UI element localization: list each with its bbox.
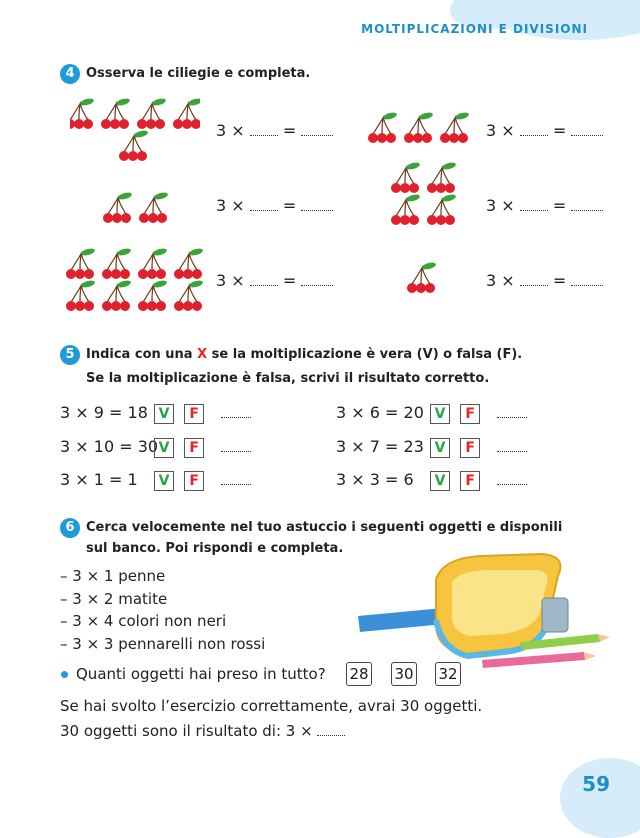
equation-row-4 bbox=[486, 196, 603, 215]
exercise-4-instruction: Osserva le ciliegie e completa. bbox=[86, 66, 311, 81]
answer-blank[interactable] bbox=[301, 285, 333, 286]
instruction-text: Indica con una bbox=[86, 347, 193, 362]
page-number: 59 bbox=[582, 772, 610, 796]
cherry-bunch-icon bbox=[119, 129, 149, 161]
equation-row-1 bbox=[216, 121, 333, 140]
cherry-bunch-icon bbox=[407, 261, 437, 293]
cherry-bunch-icon bbox=[66, 279, 96, 311]
cherry-bunch-icon bbox=[102, 247, 132, 279]
false-checkbox[interactable]: F bbox=[460, 404, 480, 424]
true-checkbox[interactable]: V bbox=[430, 471, 450, 491]
answer-blank[interactable] bbox=[317, 735, 345, 736]
cherry-bunch-icon bbox=[101, 97, 131, 129]
true-checkbox[interactable]: V bbox=[430, 404, 450, 424]
equation-row-6 bbox=[486, 271, 603, 290]
equals-sign: = bbox=[282, 196, 297, 215]
equation-prefix: 3 × bbox=[486, 121, 515, 140]
true-checkbox[interactable]: V bbox=[154, 438, 174, 458]
correction-blank[interactable] bbox=[221, 417, 251, 418]
cherry-bunch-icon bbox=[404, 111, 434, 143]
false-checkbox[interactable]: F bbox=[184, 438, 204, 458]
equals-sign: = bbox=[282, 271, 297, 290]
cherry-bunch-icon bbox=[138, 279, 168, 311]
cherry-bunch-icon bbox=[138, 247, 168, 279]
equation-prefix: 3 × bbox=[486, 196, 515, 215]
list-item: – 3 × 4 colori non neri bbox=[60, 612, 227, 630]
cherry-bunch-icon bbox=[440, 111, 470, 143]
page-header-title: MOLTIPLICAZIONI E DIVISIONI bbox=[361, 22, 588, 36]
true-false-item-3 bbox=[60, 437, 251, 458]
question-bullet bbox=[61, 671, 68, 678]
exercise-6-instruction-line-2: sul banco. Poi rispondi e completa. bbox=[86, 541, 344, 556]
answer-blank[interactable] bbox=[571, 285, 603, 286]
conclusion-text-line-2 bbox=[60, 722, 345, 740]
cherry-bunch-icon bbox=[427, 193, 457, 225]
exercise-6-number: 6 bbox=[60, 518, 80, 538]
cherry-bunch-icon bbox=[368, 111, 398, 143]
equals-sign: = bbox=[552, 196, 567, 215]
answer-blank[interactable] bbox=[301, 210, 333, 211]
equals-sign: = bbox=[282, 121, 297, 140]
true-checkbox[interactable]: V bbox=[154, 404, 174, 424]
correction-blank[interactable] bbox=[497, 417, 527, 418]
equation-row-2 bbox=[486, 121, 603, 140]
correction-blank[interactable] bbox=[497, 451, 527, 452]
true-checkbox[interactable]: V bbox=[154, 471, 174, 491]
equation-row-5 bbox=[216, 271, 333, 290]
exercise-5-instruction-line-2: Se la moltiplicazione è falsa, scrivi il risultato corretto. bbox=[86, 371, 490, 386]
cherry-bunch-icon bbox=[391, 193, 421, 225]
cherry-bunch-icon bbox=[174, 247, 204, 279]
question-text: Quanti oggetti hai preso in tutto? bbox=[76, 665, 326, 683]
answer-blank[interactable] bbox=[571, 210, 603, 211]
exercise-6-instruction: Cerca velocemente nel tuo astuccio i seguenti oggetti e disponili bbox=[86, 520, 563, 535]
correction-blank[interactable] bbox=[221, 451, 251, 452]
answer-blank[interactable] bbox=[250, 285, 278, 286]
exercise-5-instruction bbox=[86, 347, 522, 362]
answer-blank[interactable] bbox=[520, 285, 548, 286]
multiplication-expression: 3 × 6 = 20 bbox=[336, 403, 424, 422]
cherry-group-5 bbox=[56, 246, 216, 316]
multiplication-expression: 3 × 7 = 23 bbox=[336, 437, 424, 456]
equation-prefix: 3 × bbox=[216, 121, 245, 140]
multiplication-expression: 3 × 9 = 18 bbox=[60, 403, 148, 422]
correction-blank[interactable] bbox=[497, 484, 527, 485]
cherry-group-2 bbox=[360, 106, 480, 146]
exercise-4-number: 4 bbox=[60, 64, 80, 84]
true-checkbox[interactable]: V bbox=[430, 438, 450, 458]
true-false-item-4 bbox=[336, 437, 527, 458]
cherry-bunch-icon bbox=[70, 97, 95, 129]
cherry-bunch-icon bbox=[102, 279, 132, 311]
equation-row-3 bbox=[216, 196, 333, 215]
cherry-group-6 bbox=[398, 256, 448, 296]
answer-option-28[interactable]: 28 bbox=[346, 662, 372, 686]
equals-sign: = bbox=[552, 121, 567, 140]
cherry-bunch-icon bbox=[103, 191, 133, 223]
page-number-cloud-decoration bbox=[560, 758, 640, 838]
list-item: – 3 × 2 matite bbox=[60, 590, 168, 608]
true-false-item-5 bbox=[60, 470, 251, 491]
conclusion-prefix: 30 oggetti sono il risultato di: 3 × bbox=[60, 722, 313, 740]
answer-blank[interactable] bbox=[301, 135, 333, 136]
multiplication-expression: 3 × 1 = 1 bbox=[60, 470, 138, 489]
true-false-item-1 bbox=[60, 403, 251, 424]
answer-blank[interactable] bbox=[520, 135, 548, 136]
true-false-item-6 bbox=[336, 470, 527, 491]
false-checkbox[interactable]: F bbox=[460, 438, 480, 458]
cherry-bunch-icon bbox=[174, 279, 204, 311]
cherry-group-3 bbox=[92, 186, 182, 226]
answer-blank[interactable] bbox=[571, 135, 603, 136]
answer-option-32[interactable]: 32 bbox=[435, 662, 461, 686]
cherry-bunch-icon bbox=[66, 247, 96, 279]
answer-blank[interactable] bbox=[250, 135, 278, 136]
conclusion-text: Se hai svolto l’esercizio correttamente, avrai 30 oggetti. bbox=[60, 697, 483, 715]
equation-prefix: 3 × bbox=[486, 271, 515, 290]
false-checkbox[interactable]: F bbox=[184, 404, 204, 424]
equation-prefix: 3 × bbox=[216, 271, 245, 290]
cherry-bunch-icon bbox=[137, 97, 167, 129]
cherry-bunch-icon bbox=[391, 161, 421, 193]
list-item: – 3 × 1 penne bbox=[60, 567, 166, 585]
cherry-group-4 bbox=[380, 160, 470, 230]
instruction-text: se la moltiplicazione è vera (V) o falsa (F). bbox=[211, 347, 523, 362]
false-checkbox[interactable]: F bbox=[184, 471, 204, 491]
cherry-bunch-icon bbox=[173, 97, 200, 129]
correction-blank[interactable] bbox=[221, 484, 251, 485]
cherry-group-1 bbox=[70, 96, 200, 166]
cherry-bunch-icon bbox=[139, 191, 169, 223]
equals-sign: = bbox=[552, 271, 567, 290]
cherry-bunch-icon bbox=[427, 161, 457, 193]
x-mark: X bbox=[197, 347, 208, 362]
pencil-case-illustration bbox=[352, 550, 612, 675]
list-item: – 3 × 3 pennarelli non rossi bbox=[60, 635, 266, 653]
multiplication-expression: 3 × 3 = 6 bbox=[336, 470, 414, 489]
answer-option-30[interactable]: 30 bbox=[391, 662, 417, 686]
multiplication-expression: 3 × 10 = 30 bbox=[60, 437, 159, 456]
exercise-5-number: 5 bbox=[60, 345, 80, 365]
equation-prefix: 3 × bbox=[216, 196, 245, 215]
answer-blank[interactable] bbox=[250, 210, 278, 211]
false-checkbox[interactable]: F bbox=[460, 471, 480, 491]
true-false-item-2 bbox=[336, 403, 527, 424]
answer-blank[interactable] bbox=[520, 210, 548, 211]
